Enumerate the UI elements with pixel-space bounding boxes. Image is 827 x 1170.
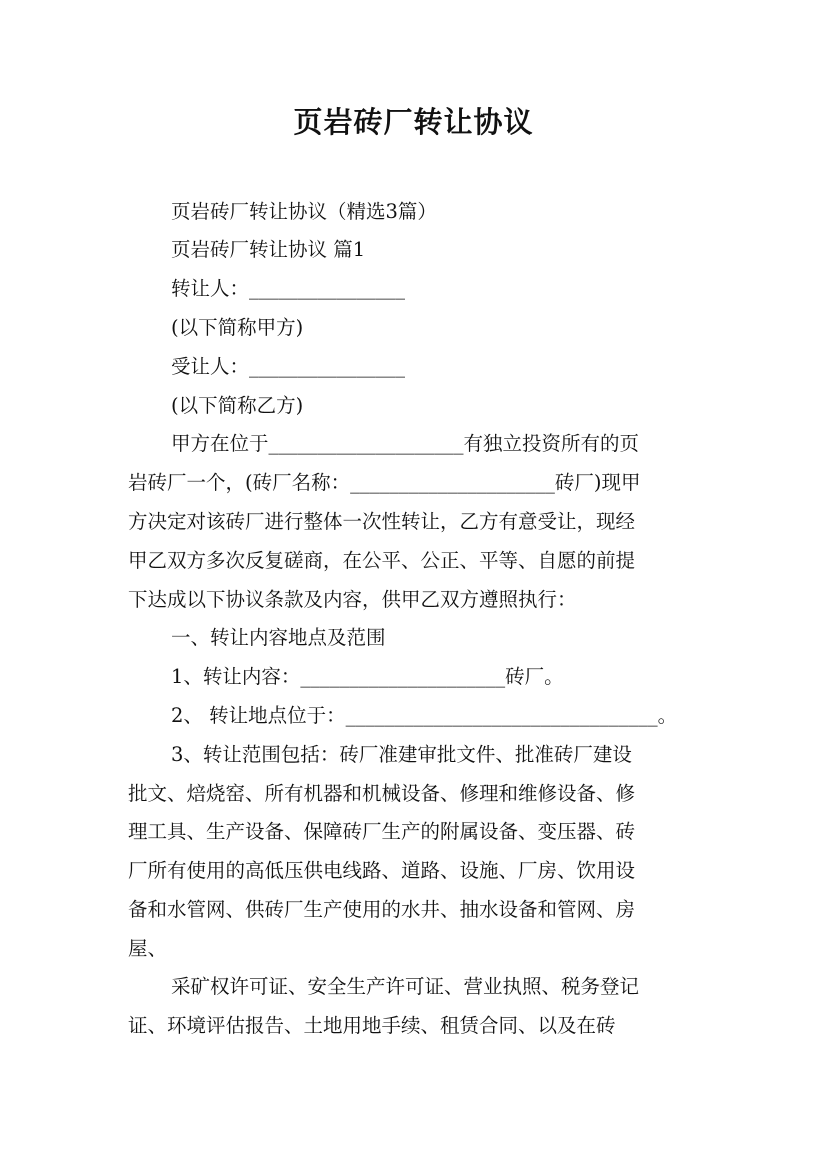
paragraph-line: 厂所有使用的高低压供电线路、道路、设施、厂房、饮用设 [128, 859, 636, 882]
paragraph-line: 证、环境评估报告、土地用地手续、租赁合同、以及在砖 [128, 1014, 616, 1037]
paragraph-line: 岩砖厂一个，(砖厂名称：_____________________砖厂)现甲 [128, 471, 641, 494]
section-heading: 一、转让内容地点及范围 [171, 626, 386, 649]
paragraph-line: 下达成以下协议条款及内容，供甲乙双方遵照执行： [128, 588, 577, 611]
paragraph-line: 理工具、生产设备、保障砖厂生产的附属设备、变压器、砖 [128, 820, 636, 843]
paragraph-line: 备和水管网、供砖厂生产使用的水井、抽水设备和管网、房 [128, 898, 636, 921]
paragraph-line: 屋、 [128, 937, 168, 960]
paragraph-line: 甲方在位于____________________有独立投资所有的页 [171, 432, 640, 455]
paragraph-line: (以下简称乙方) [171, 394, 304, 417]
paragraph-line: (以下简称甲方) [171, 316, 304, 339]
paragraph-line: 页岩砖厂转让协议（精选3篇） [171, 200, 437, 223]
paragraph-line: 转让人：________________ [171, 277, 406, 300]
paragraph-line: 3、转让范围包括：砖厂准建审批文件、批准砖厂建设 [171, 743, 632, 766]
paragraph-line: 1、转让内容：_____________________砖厂。 [171, 665, 564, 688]
paragraph-line: 页岩砖厂转让协议 篇1 [171, 238, 366, 261]
paragraph-line: 2、 转让地点位于：________________________________。 [171, 704, 678, 727]
paragraph-line: 受让人：________________ [171, 355, 406, 378]
document-title: 页岩砖厂转让协议 [293, 105, 534, 139]
paragraph-line: 方决定对该砖厂进行整体一次性转让，乙方有意受让，现经 [128, 510, 636, 533]
paragraph-line: 批文、焙烧窑、所有机器和机械设备、修理和维修设备、修 [128, 782, 636, 805]
paragraph-line: 采矿权许可证、安全生产许可证、营业执照、税务登记 [171, 975, 640, 998]
paragraph-line: 甲乙双方多次反复磋商，在公平、公正、平等、自愿的前提 [128, 549, 636, 572]
